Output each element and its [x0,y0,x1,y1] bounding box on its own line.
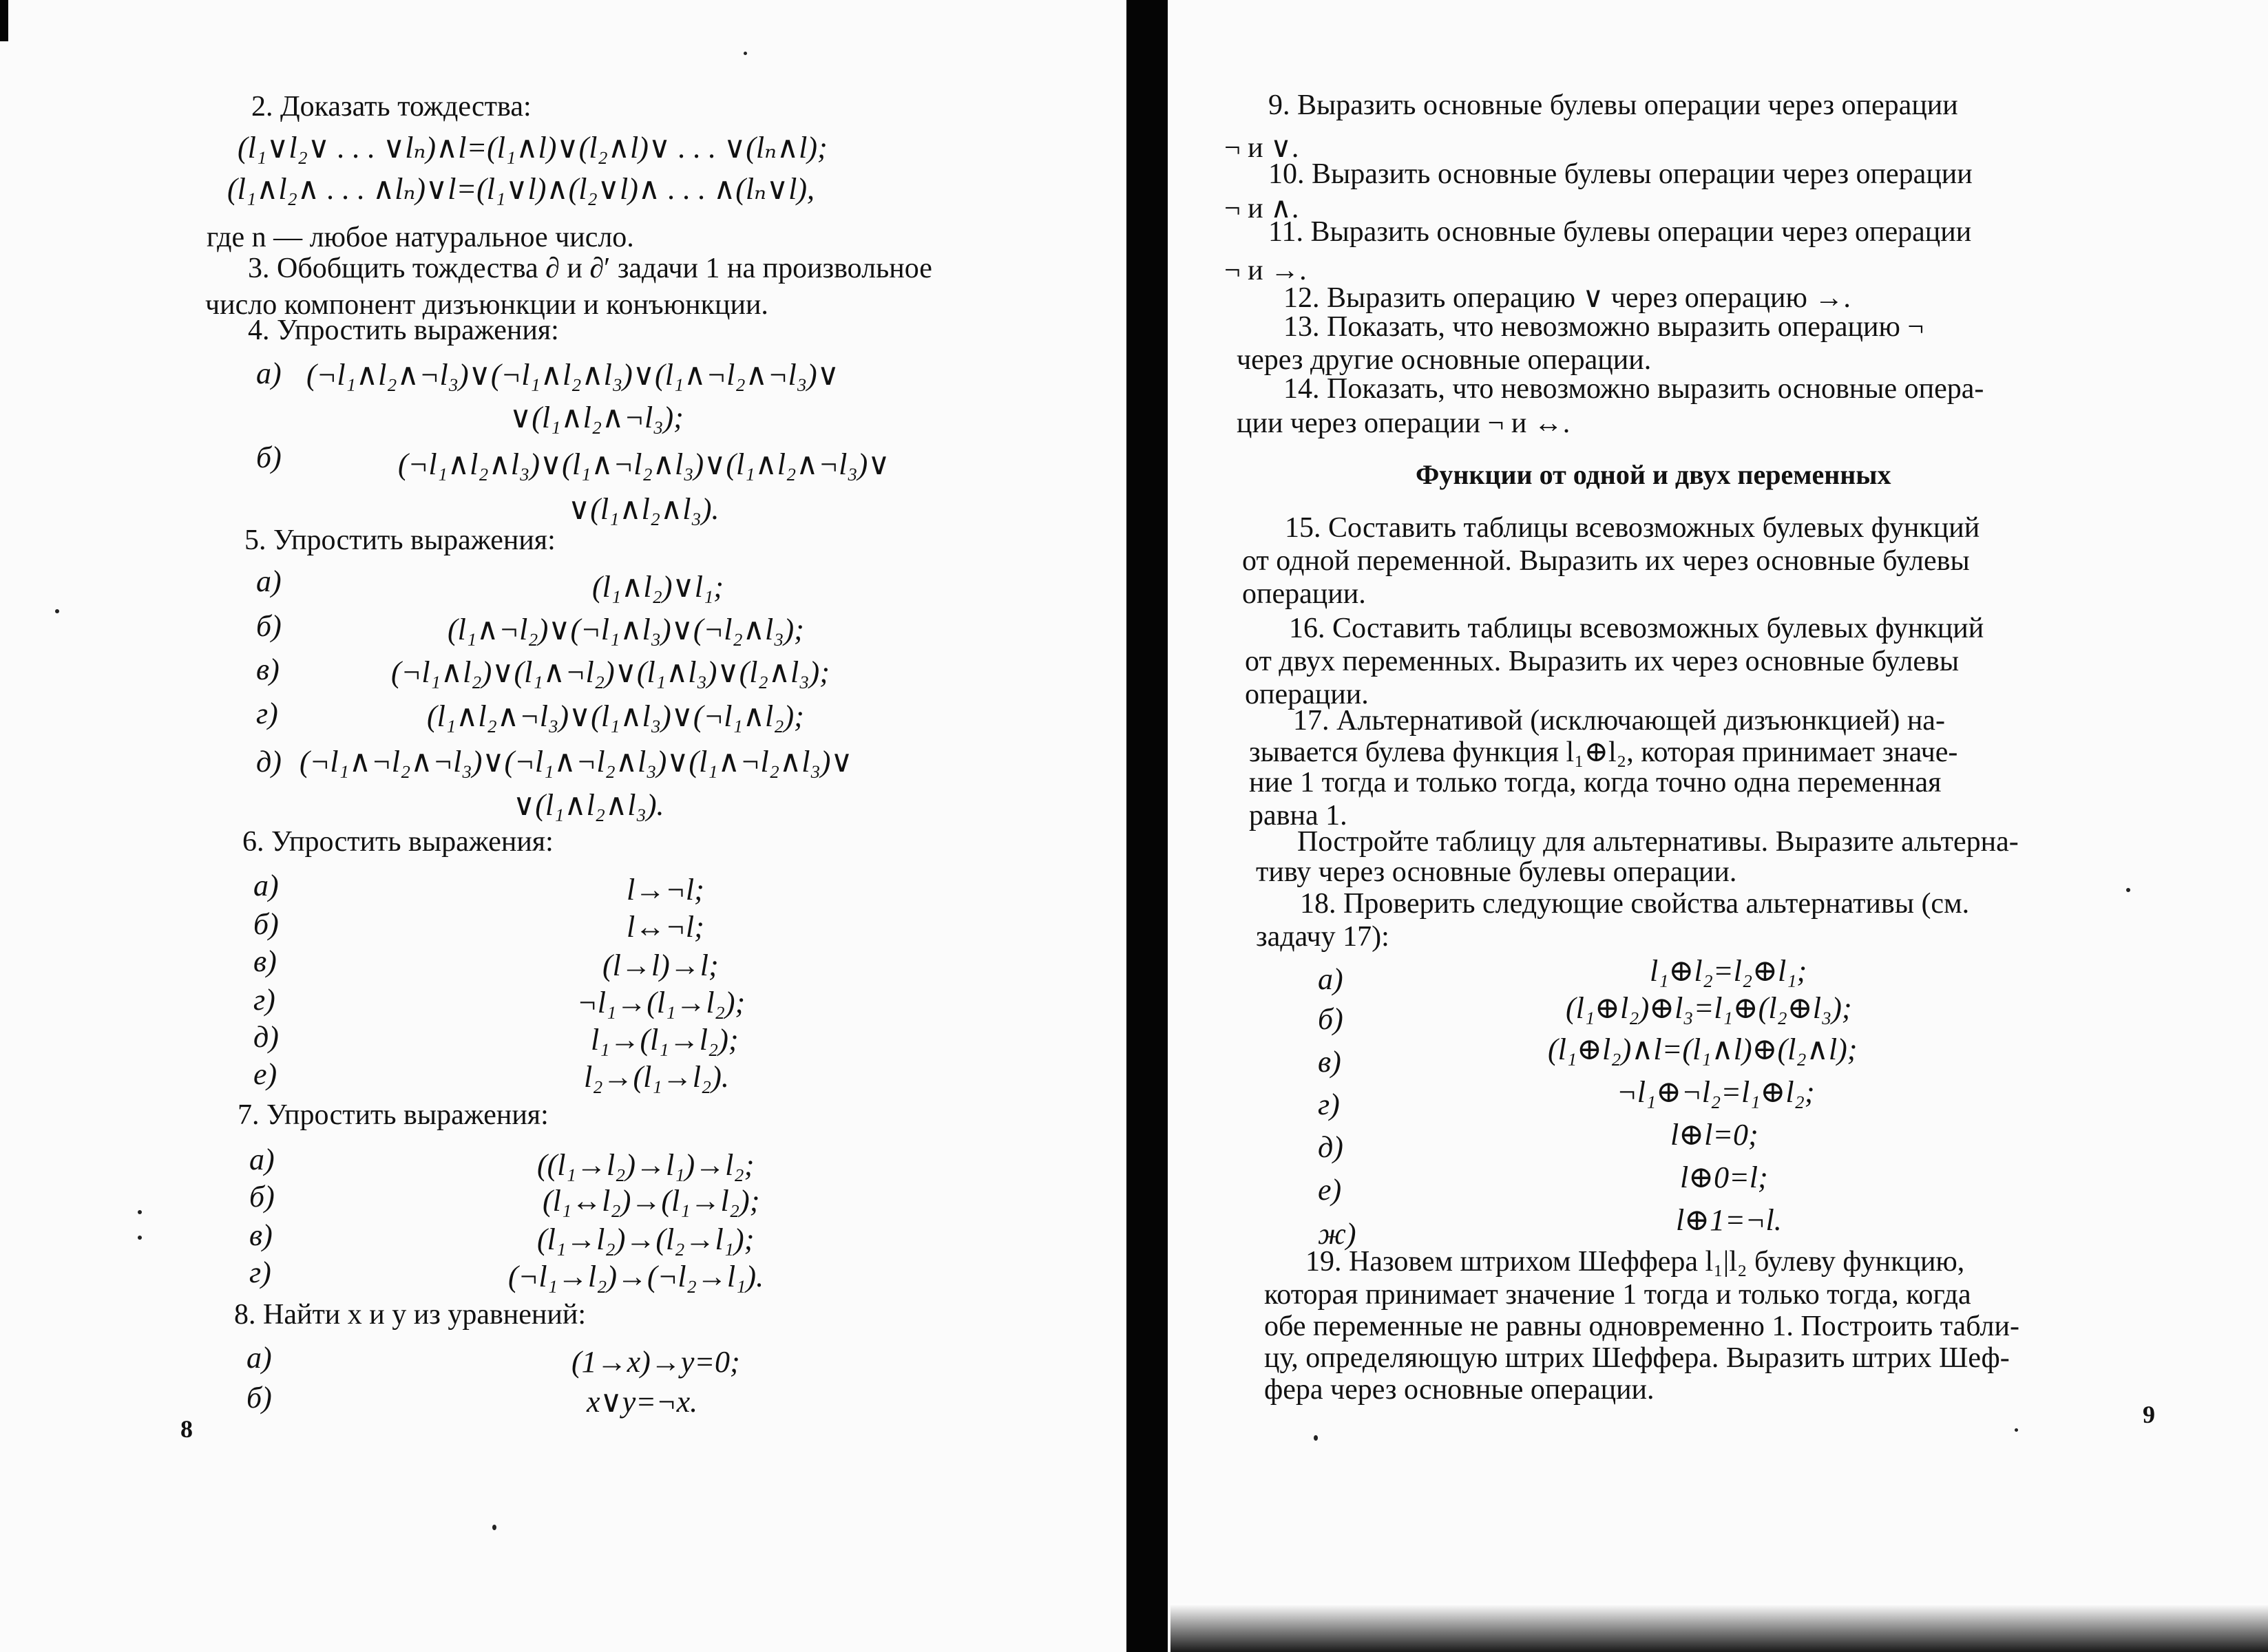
problem-8b-label: б) [246,1381,272,1415]
problem-17-line-3: ние 1 тогда и только тогда, когда точно одна переменная [1249,767,1942,798]
problem-19-line-2: которая принимает значение 1 тогда и только тогда, когда [1264,1279,1971,1311]
problem-18e-expr: l⊕l=0; [1670,1118,1758,1152]
problem-12: 12. Выразить операцию ∨ через операцию →. [1283,282,1851,314]
page-number-left: 8 [180,1415,193,1443]
problem-4b-expr-line-1: (¬l₁∧l₂∧l₃)∨(l₁∧¬l₂∧l₃)∨(l₁∧l₂∧¬l₃)∨ [398,447,890,481]
problem-5c-expr: (¬l₁∧l₂)∨(l₁∧¬l₂)∨(l₁∧l₃)∨(l₂∧l₃); [391,655,830,689]
problem-18d-expr: ¬l₁⊕¬l₂=l₁⊕l₂; [1617,1075,1815,1109]
scan-speck [55,609,59,613]
problem-18d-label: г) [1318,1088,1340,1121]
problem-9-line-1: 9. Выразить основные булевы операции через операции [1268,89,1958,121]
problem-19-line-3: обе переменные не равны одновременно 1. Построить табли- [1264,1311,2019,1342]
problem-10-line-1: 10. Выразить основные булевы операции через операции [1268,158,1973,190]
problem-7c-expr: (l₁→l₂)→(l₂→l₁); [537,1222,755,1256]
left-page [0,0,1129,1652]
problem-5e-expr-line-1: (¬l₁∧¬l₂∧¬l₃)∨(¬l₁∧¬l₂∧l₃)∨(l₁∧¬l₂∧l₃)∨ [300,745,853,779]
scan-speck [138,1236,142,1240]
problem-6f-expr: l₂→(l₁→l₂). [584,1060,729,1094]
problem-2-identity-2: (l₁∧l₂∧ . . . ∧lₙ)∨l=(l₁∨l)∧(l₂∨l)∧ . . . ∧(lₙ∨l), [227,172,815,206]
scan-speck [2015,1428,2018,1432]
problem-2-note: где n — любое натуральное число. [207,222,634,253]
problem-6c-label: в) [253,944,277,978]
book-spine [1126,0,1170,1652]
problem-7-title: 7. Упростить выражения: [238,1099,549,1131]
problem-15-line-1: 15. Составить таблицы всевозможных булевых функций [1285,512,1980,544]
problem-6a-expr: l→¬l; [627,873,704,907]
problem-18f-label: е) [1318,1173,1342,1207]
problem-4b-label: б) [256,441,282,474]
problem-18c-expr: (l₁⊕l₂)∧l=(l₁∧l)⊕(l₂∧l); [1548,1032,1858,1066]
problem-19-line-4: цу, определяющую штрих Шеффера. Выразить штрих Шеф- [1264,1342,2010,1374]
problem-15-line-3: операции. [1242,578,1366,610]
problem-5e-expr-line-2: ∨(l₁∧l₂∧l₃). [513,788,664,822]
scan-speck [1314,1435,1318,1441]
problem-3-line-2: число компонент дизъюнкции и конъюнкции. [205,289,768,321]
section-heading: Функции от одной и двух переменных [1416,459,1891,490]
problem-7d-label: г) [249,1256,271,1289]
problem-4a-label: а) [256,357,282,390]
problem-5b-expr: (l₁∧¬l₂)∨(¬l₁∧l₃)∨(¬l₂∧l₃); [448,613,804,646]
problem-11-line-1: 11. Выразить основные булевы операции через операции [1268,216,1972,248]
scan-speck [2126,888,2130,892]
problem-6b-label: б) [253,907,279,941]
problem-7d-expr: (¬l₁→l₂)→(¬l₂→l₁). [508,1260,764,1293]
problem-17-line-4: равна 1. [1249,800,1347,832]
problem-3-line-1: 3. Обобщить тождества ∂ и ∂′ задачи 1 на произвольное [248,253,932,284]
problem-16-line-1: 16. Составить таблицы всевозможных булевых функций [1289,613,1984,644]
scan-bottom-shadow [1170,1604,2268,1652]
problem-18a-label: а) [1318,962,1343,996]
problem-5c-label: в) [256,653,280,686]
page-number-right: 9 [2143,1401,2155,1428]
problem-6-title: 6. Упростить выражения: [242,826,554,858]
problem-18b-expr: (l₁⊕l₂)⊕l₃=l₁⊕(l₂⊕l₃); [1566,991,1852,1025]
problem-18e-label: д) [1318,1130,1343,1164]
problem-8a-expr: (1→x)→y=0; [571,1345,740,1379]
scan-speck [138,1210,142,1214]
problem-4b-expr-line-2: ∨(l₁∧l₂∧l₃). [568,492,720,526]
problem-17-line-1: 17. Альтернативой (исключающей дизъюнкцией) на- [1293,705,1945,737]
problem-7c-label: в) [249,1218,273,1252]
problem-5e-label: д) [256,745,282,779]
scan-edge-mark [0,0,8,41]
problem-18-line-2: задачу 17): [1256,921,1389,953]
problem-2-identity-1: (l₁∨l₂∨ . . . ∨lₙ)∧l=(l₁∧l)∨(l₂∧l)∨ . . . ∨(lₙ∧l); [238,131,828,165]
problem-6d-expr: ¬l₁→(l₁→l₂); [577,986,746,1019]
problem-5d-expr: (l₁∧l₂∧¬l₃)∨(l₁∧l₃)∨(¬l₁∧l₂); [427,699,804,733]
right-page [1168,0,2268,1652]
scan-speck [492,1525,496,1530]
problem-8-title: 8. Найти x и y из уравнений: [234,1299,587,1331]
problem-10-line-2: ¬ и ∧. [1224,193,1299,224]
problem-7a-label: а) [249,1143,275,1176]
problem-5a-expr: (l₁∧l₂)∨l₁; [592,570,724,604]
problem-7b-expr: (l₁↔l₂)→(l₁→l₂); [543,1184,760,1218]
problem-6c-expr: (l→l)→l; [602,949,719,982]
problem-2-title: 2. Доказать тождества: [251,91,532,123]
problem-19-line-5: фера через основные операции. [1264,1374,1655,1406]
problem-6e-label: д) [253,1020,279,1054]
problem-6d-label: г) [253,983,275,1017]
problem-4-title: 4. Упростить выражения: [248,315,559,346]
problem-17-build-line-2: тиву через основные булевы операции. [1256,856,1737,888]
problem-5a-label: а) [256,564,282,598]
scan-speck [744,52,747,55]
problem-13-line-2: через другие основные операции. [1237,344,1652,376]
problem-8a-label: а) [246,1341,272,1375]
problem-14-line-2: ции через операции ¬ и ↔. [1237,407,1571,439]
problem-8b-expr: x∨y=¬x. [587,1385,698,1419]
problem-6a-label: а) [253,869,279,902]
problem-17-line-2: зывается булева функция l₁⊕l₂, которая принимает значе- [1249,737,1958,768]
problem-7b-label: б) [249,1180,275,1214]
problem-6e-expr: l₁→(l₁→l₂); [591,1023,739,1057]
problem-18g-expr: l⊕1=¬l. [1676,1203,1782,1237]
problem-18-line-1: 18. Проверить следующие свойства альтернативы (см. [1300,888,1970,920]
problem-18g-label: ж) [1318,1217,1356,1251]
problem-6f-label: е) [253,1057,277,1091]
problem-15-line-2: от одной переменной. Выразить их через основные булевы [1242,545,1970,577]
problem-17-build-line-1: Постройте таблицу для альтернативы. Выразите альтерна- [1297,826,2019,858]
problem-14-line-1: 14. Показать, что невозможно выразить основные опера- [1283,373,1984,405]
problem-11-line-2: ¬ и →. [1224,255,1307,286]
problem-18b-label: б) [1318,1002,1343,1036]
problem-16-line-3: операции. [1245,679,1369,710]
problem-5d-label: г) [256,697,278,730]
problem-6b-expr: l↔¬l; [627,910,704,944]
problem-13-line-1: 13. Показать, что невозможно выразить операцию ¬ [1283,311,1924,343]
problem-18c-label: в) [1318,1045,1341,1079]
problem-16-line-2: от двух переменных. Выразить их через основные булевы [1245,646,1960,677]
problem-7a-expr: ((l₁→l₂)→l₁)→l₂; [537,1148,755,1182]
problem-4a-expr-line-2: ∨(l₁∧l₂∧¬l₃); [510,401,684,434]
problem-5b-label: б) [256,609,282,643]
problem-18a-expr: l₁⊕l₂=l₂⊕l₁; [1650,954,1807,988]
problem-18f-expr: l⊕0=l; [1680,1161,1768,1194]
problem-5-title: 5. Упростить выражения: [244,525,556,556]
problem-9-line-2: ¬ и ∨. [1224,132,1299,164]
problem-19-line-1: 19. Назовем штрихом Шеффера l₁|l₂ булеву функцию, [1305,1246,1965,1278]
problem-4a-expr-line-1: (¬l₁∧l₂∧¬l₃)∨(¬l₁∧l₂∧l₃)∨(l₁∧¬l₂∧¬l₃)∨ [306,358,839,392]
